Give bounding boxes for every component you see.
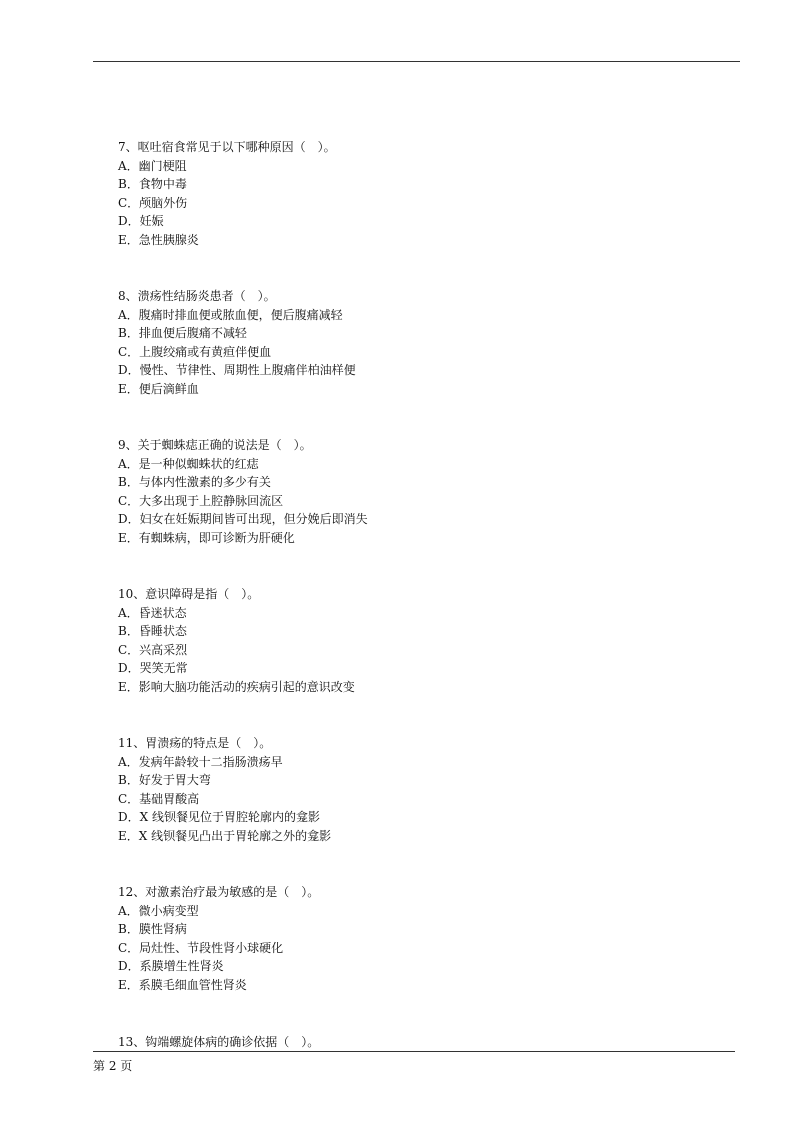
question-stem: 7、呕吐宿食常见于以下哪种原因（ ）。 (118, 140, 336, 154)
option-e: E．系膜毛细血管性肾炎 (118, 977, 247, 992)
option-d: D．系膜增生性肾炎 (118, 959, 224, 974)
footer-rule (93, 1051, 735, 1052)
option-a: A．微小病变型 (118, 903, 199, 918)
question-8 (118, 287, 678, 399)
option-b: B．膜性肾病 (118, 922, 187, 937)
option-c: C．上腹绞痛或有黄疸伴便血 (118, 344, 272, 359)
header-rule (93, 61, 740, 62)
question-stem: 8、溃疡性结肠炎患者（ ）。 (118, 289, 276, 303)
option-e: E．X 线钡餐见凸出于胃轮廓之外的龛影 (118, 828, 332, 843)
question-13 (118, 1033, 678, 1052)
option-c: C．大多出现于上腔静脉回流区 (118, 493, 284, 508)
option-c: C．兴高采烈 (118, 642, 188, 657)
question-11 (118, 734, 678, 846)
question-12 (118, 883, 678, 995)
option-a: A．腹痛时排血便或脓血便，便后腹痛减轻 (118, 307, 343, 322)
option-a: A．昏迷状态 (118, 605, 187, 620)
option-b: B．与体内性激素的多少有关 (118, 475, 271, 490)
option-a: A．是一种似蜘蛛状的红痣 (118, 456, 259, 471)
page-number: 第 2 页 (93, 1059, 133, 1073)
option-e: E．有蜘蛛病，即可诊断为肝硬化 (118, 530, 295, 545)
question-7 (118, 138, 678, 250)
question-stem: 9、关于蜘蛛痣正确的说法是（ ）。 (118, 438, 312, 452)
option-c: C．局灶性、节段性肾小球硬化 (118, 940, 284, 955)
option-b: B．食物中毒 (118, 177, 187, 192)
question-stem: 10、意识障碍是指（ ）。 (118, 587, 260, 601)
option-b: B．排血便后腹痛不减轻 (118, 326, 247, 341)
option-d: D．X 线钡餐见位于胃腔轮廓内的龛影 (118, 810, 320, 825)
option-c: C．基础胃酸高 (118, 791, 200, 806)
question-stem: 12、对激素治疗最为敏感的是（ ）。 (118, 885, 320, 899)
option-e: E．急性胰腺炎 (118, 232, 199, 247)
option-d: D．慢性、节律性、周期性上腹痛伴柏油样便 (118, 363, 356, 378)
option-d: D．妊娠 (118, 214, 164, 229)
option-d: D．妇女在妊娠期间皆可出现，但分娩后即消失 (118, 512, 368, 527)
question-9 (118, 436, 678, 548)
option-c: C．颅脑外伤 (118, 195, 188, 210)
question-stem: 11、胃溃疡的特点是（ ）。 (118, 736, 272, 750)
option-d: D．哭笑无常 (118, 661, 188, 676)
option-b: B．好发于胃大弯 (118, 773, 211, 788)
option-e: E．影响大脑功能活动的疾病引起的意识改变 (118, 679, 355, 694)
question-stem: 13、钩端螺旋体病的确诊依据（ ）。 (118, 1035, 320, 1049)
option-a: A．幽门梗阻 (118, 158, 187, 173)
option-b: B．昏睡状态 (118, 624, 187, 639)
question-10 (118, 585, 678, 697)
option-e: E．便后滴鲜血 (118, 381, 199, 396)
option-a: A．发病年龄较十二指肠溃疡早 (118, 754, 283, 769)
